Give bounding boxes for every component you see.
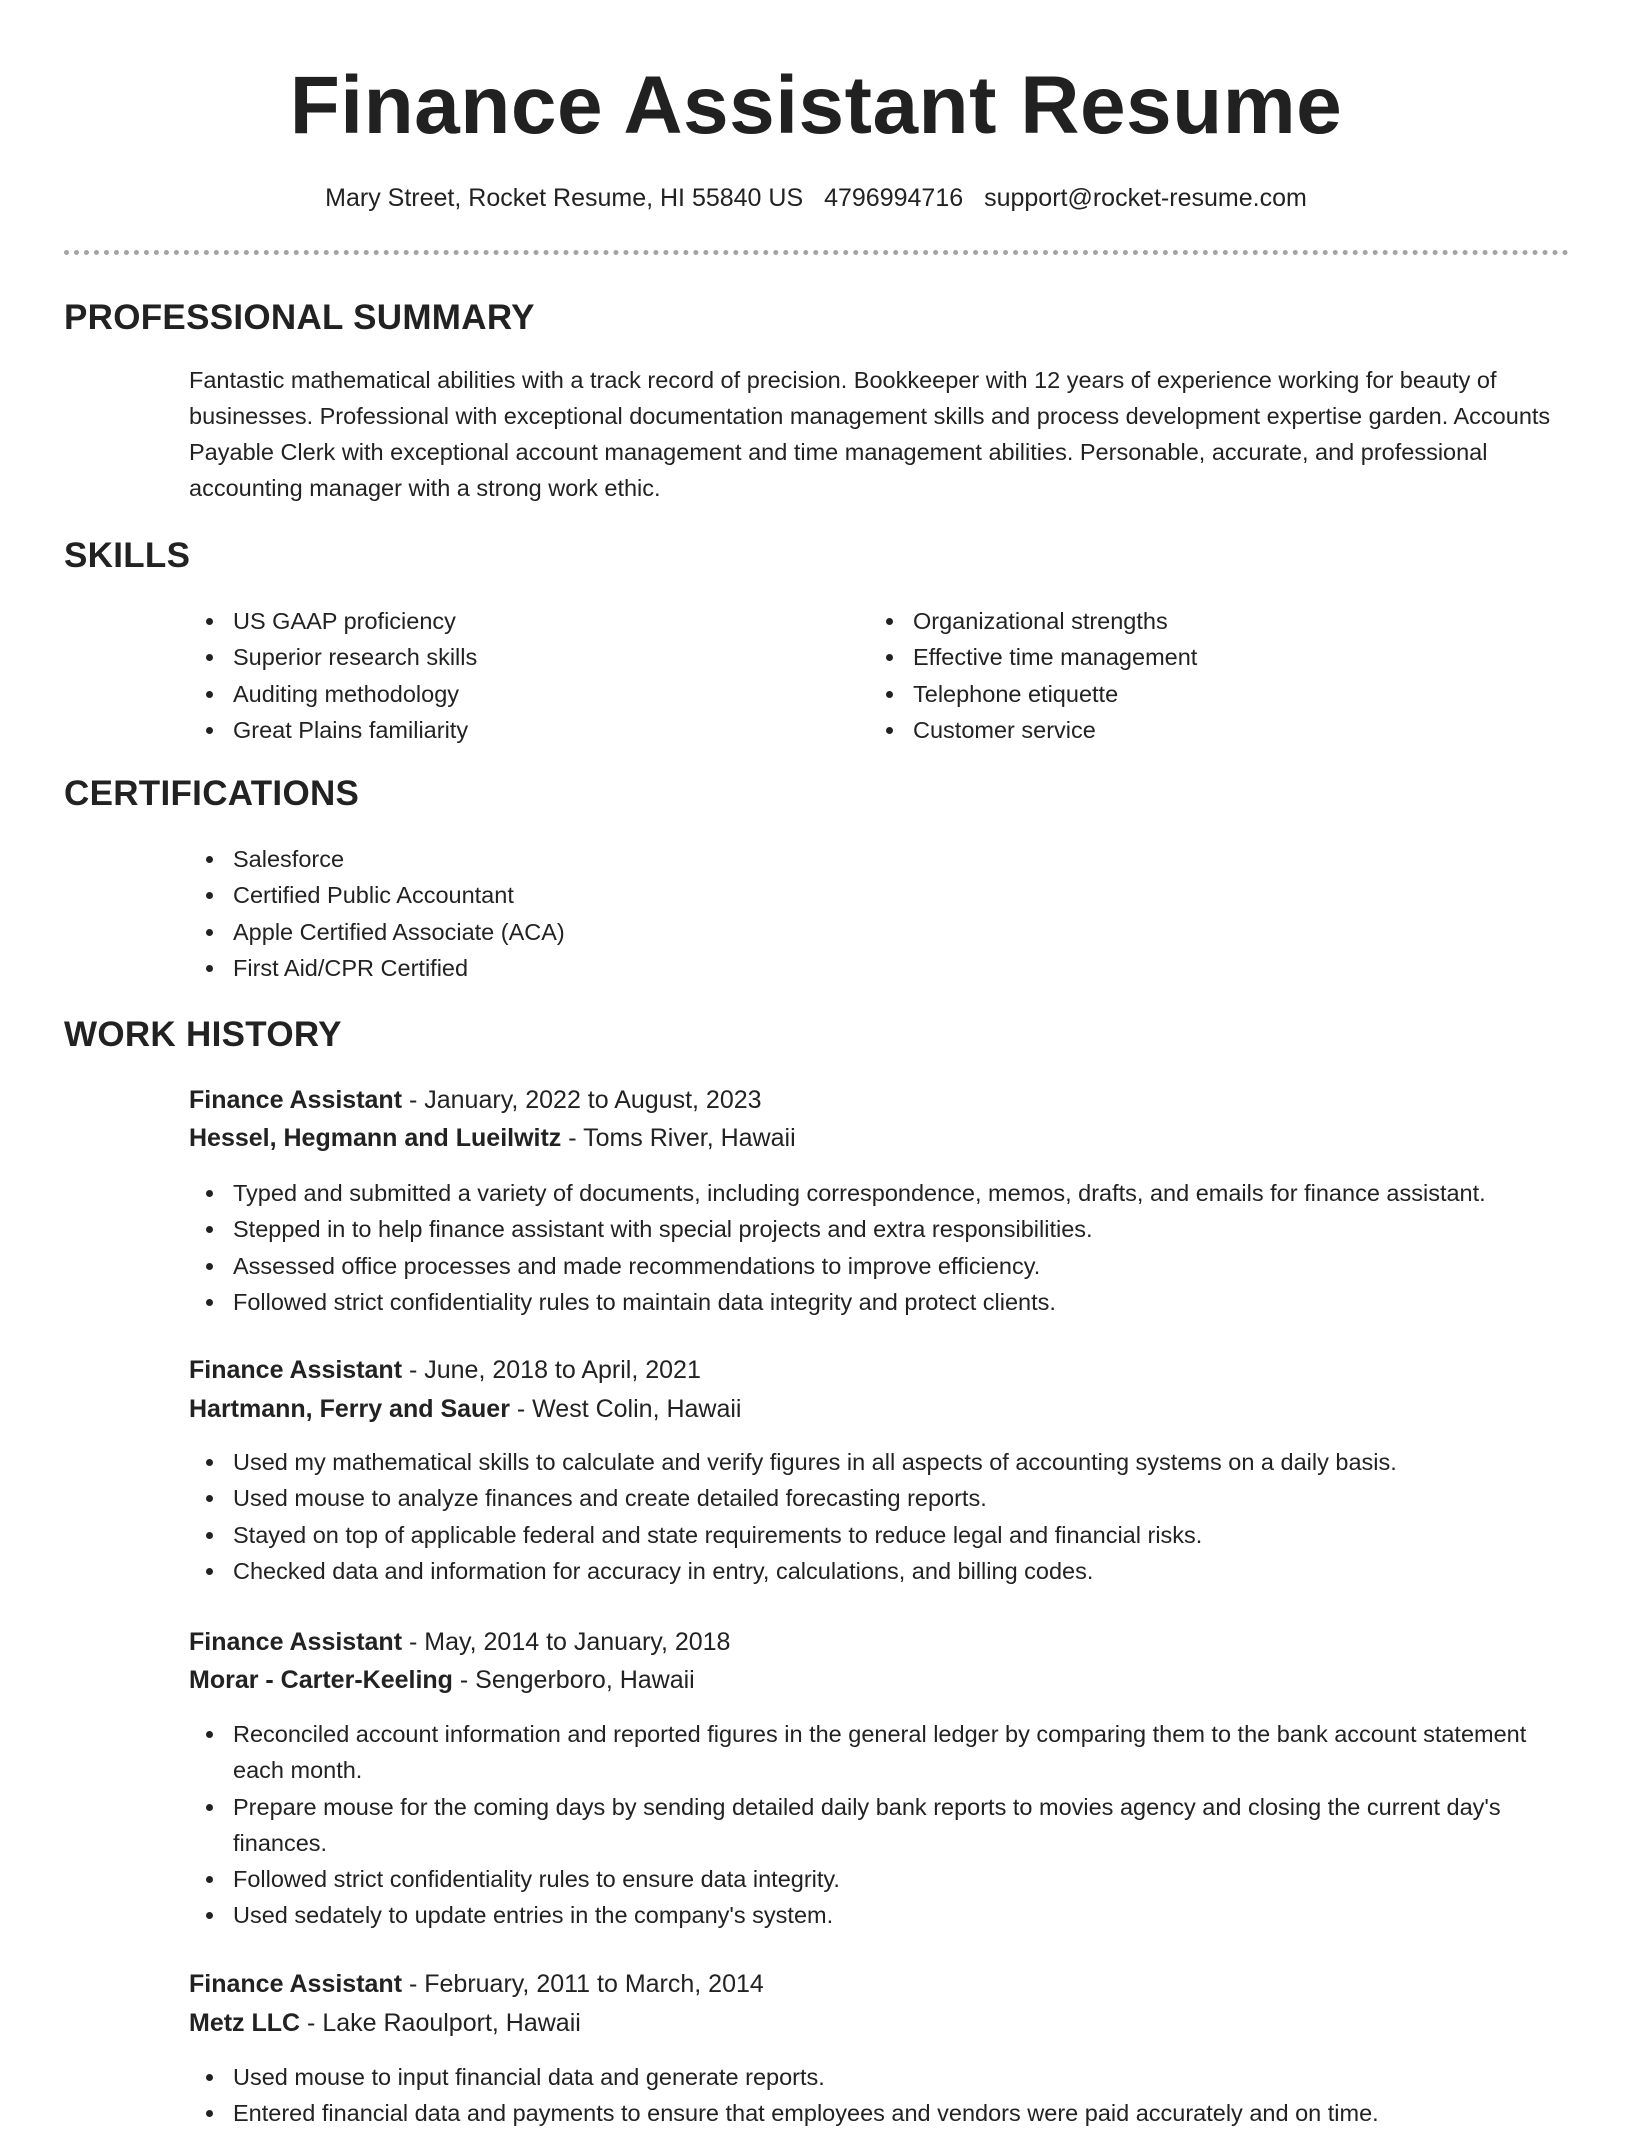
certification-item: Apple Certified Associate (ACA) <box>189 914 1189 950</box>
contact-email: support@rocket-resume.com <box>984 184 1307 212</box>
skill-item: Superior research skills <box>189 639 829 675</box>
job-company-line <box>189 1663 695 1697</box>
job-dates: June, 2018 to April, 2021 <box>424 1356 701 1384</box>
skill-item: Effective time management <box>869 639 1509 675</box>
contact-phone: 4796994716 <box>824 184 964 212</box>
job-bullet: Used my mathematical skills to calculate and verify figures in all aspects of accounting systems on a daily basis. <box>189 1444 1589 1480</box>
job-bullets <box>189 1175 1589 1320</box>
job-location: Toms River, Hawaii <box>583 1124 796 1152</box>
summary-heading: PROFESSIONAL SUMMARY <box>64 298 535 337</box>
separator: - <box>402 1086 425 1114</box>
separator: - <box>402 1628 425 1656</box>
skills-list-right <box>869 603 1509 748</box>
job-bullet: Followed strict confidentiality rules to ensure data integrity. <box>189 1861 1549 1897</box>
separator: - <box>402 1356 425 1384</box>
job-company: Morar - Carter-Keeling <box>189 1666 453 1694</box>
skills-heading: SKILLS <box>64 536 191 575</box>
job-bullet: Checked data and information for accuracy in entry, calculations, and billing codes. <box>189 1553 1589 1589</box>
job-company-line <box>189 1121 796 1155</box>
job-title: Finance Assistant <box>189 1628 403 1656</box>
job-company-line <box>189 1392 741 1426</box>
header-divider <box>64 250 1569 255</box>
job-title-line <box>189 1625 730 1659</box>
skill-item: Auditing methodology <box>189 676 829 712</box>
resume-title: Finance Assistant Resume <box>289 60 1343 151</box>
job-bullet: Entered financial data and payments to ensure that employees and vendors were paid accurately and on time. <box>189 2095 1589 2131</box>
job-location: Sengerboro, Hawaii <box>475 1666 695 1694</box>
job-dates: February, 2011 to March, 2014 <box>424 1970 764 1998</box>
job-dates: May, 2014 to January, 2018 <box>424 1628 731 1656</box>
job-bullet: Assessed office processes and made recommendations to improve efficiency. <box>189 1248 1589 1284</box>
job-bullet: Prepare mouse for the coming days by sending detailed daily bank reports to movies agency and closing the current day's finances. <box>189 1789 1549 1862</box>
skill-item: Telephone etiquette <box>869 676 1509 712</box>
job-location: Lake Raoulport, Hawaii <box>322 2009 581 2037</box>
separator: - <box>402 1970 425 1998</box>
skill-item: Customer service <box>869 712 1509 748</box>
job-bullet: Stayed on top of applicable federal and state requirements to reduce legal and financial risks. <box>189 1517 1589 1553</box>
skill-item: Great Plains familiarity <box>189 712 829 748</box>
certification-item: First Aid/CPR Certified <box>189 950 1189 986</box>
separator: - <box>561 1124 584 1152</box>
skill-item: US GAAP proficiency <box>189 603 829 639</box>
certifications-heading: CERTIFICATIONS <box>64 774 360 813</box>
job-location: West Colin, Hawaii <box>532 1395 742 1423</box>
job-bullet: Used sedately to update entries in the company's system. <box>189 1897 1549 1933</box>
certifications-list <box>189 841 1189 986</box>
job-title-line <box>189 1083 762 1117</box>
job-bullet: Stepped in to help finance assistant with special projects and extra responsibilities. <box>189 1211 1589 1247</box>
job-company: Hessel, Hegmann and Lueilwitz <box>189 1124 562 1152</box>
job-title: Finance Assistant <box>189 1970 403 1998</box>
job-company: Metz LLC <box>189 2009 301 2037</box>
job-bullets <box>189 2059 1589 2132</box>
job-bullet: Used mouse to analyze finances and create detailed forecasting reports. <box>189 1480 1589 1516</box>
separator: - <box>509 1395 533 1423</box>
job-bullet: Followed strict confidentiality rules to maintain data integrity and protect clients. <box>189 1284 1589 1320</box>
job-bullet: Typed and submitted a variety of documents, including correspondence, memos, drafts, and emails for finance assistant. <box>189 1175 1589 1211</box>
job-bullets <box>189 1716 1549 1934</box>
summary-text: Fantastic mathematical abilities with a track record of precision. Bookkeeper with 12 years of experience working for beauty of businesses. Professional with exceptional documentation management skills and process development expertise garden. Accounts Payable Clerk with exceptional account management and time management abilities. Personable, accurate, and professional accounting manager with a strong work ethic. <box>189 367 1551 501</box>
skills-list-left <box>189 603 829 748</box>
job-bullet: Used mouse to input financial data and generate reports. <box>189 2059 1589 2095</box>
job-company: Hartmann, Ferry and Sauer <box>189 1395 510 1423</box>
job-title-line <box>189 1967 764 2001</box>
contact-line <box>0 182 1632 214</box>
job-dates: January, 2022 to August, 2023 <box>424 1086 762 1114</box>
certification-item: Salesforce <box>189 841 1189 877</box>
job-title: Finance Assistant <box>189 1356 403 1384</box>
job-company-line <box>189 2006 581 2040</box>
certification-item: Certified Public Accountant <box>189 877 1189 913</box>
work-history-heading: WORK HISTORY <box>64 1015 342 1054</box>
job-bullet: Reconciled account information and reported figures in the general ledger by comparing them to the bank account statement each month. <box>189 1716 1549 1789</box>
job-bullets <box>189 1444 1589 1589</box>
separator: - <box>300 2009 323 2037</box>
contact-address: Mary Street, Rocket Resume, HI 55840 US <box>325 184 804 212</box>
job-title-line <box>189 1353 701 1387</box>
job-title: Finance Assistant <box>189 1086 403 1114</box>
skill-item: Organizational strengths <box>869 603 1509 639</box>
separator: - <box>452 1666 476 1694</box>
